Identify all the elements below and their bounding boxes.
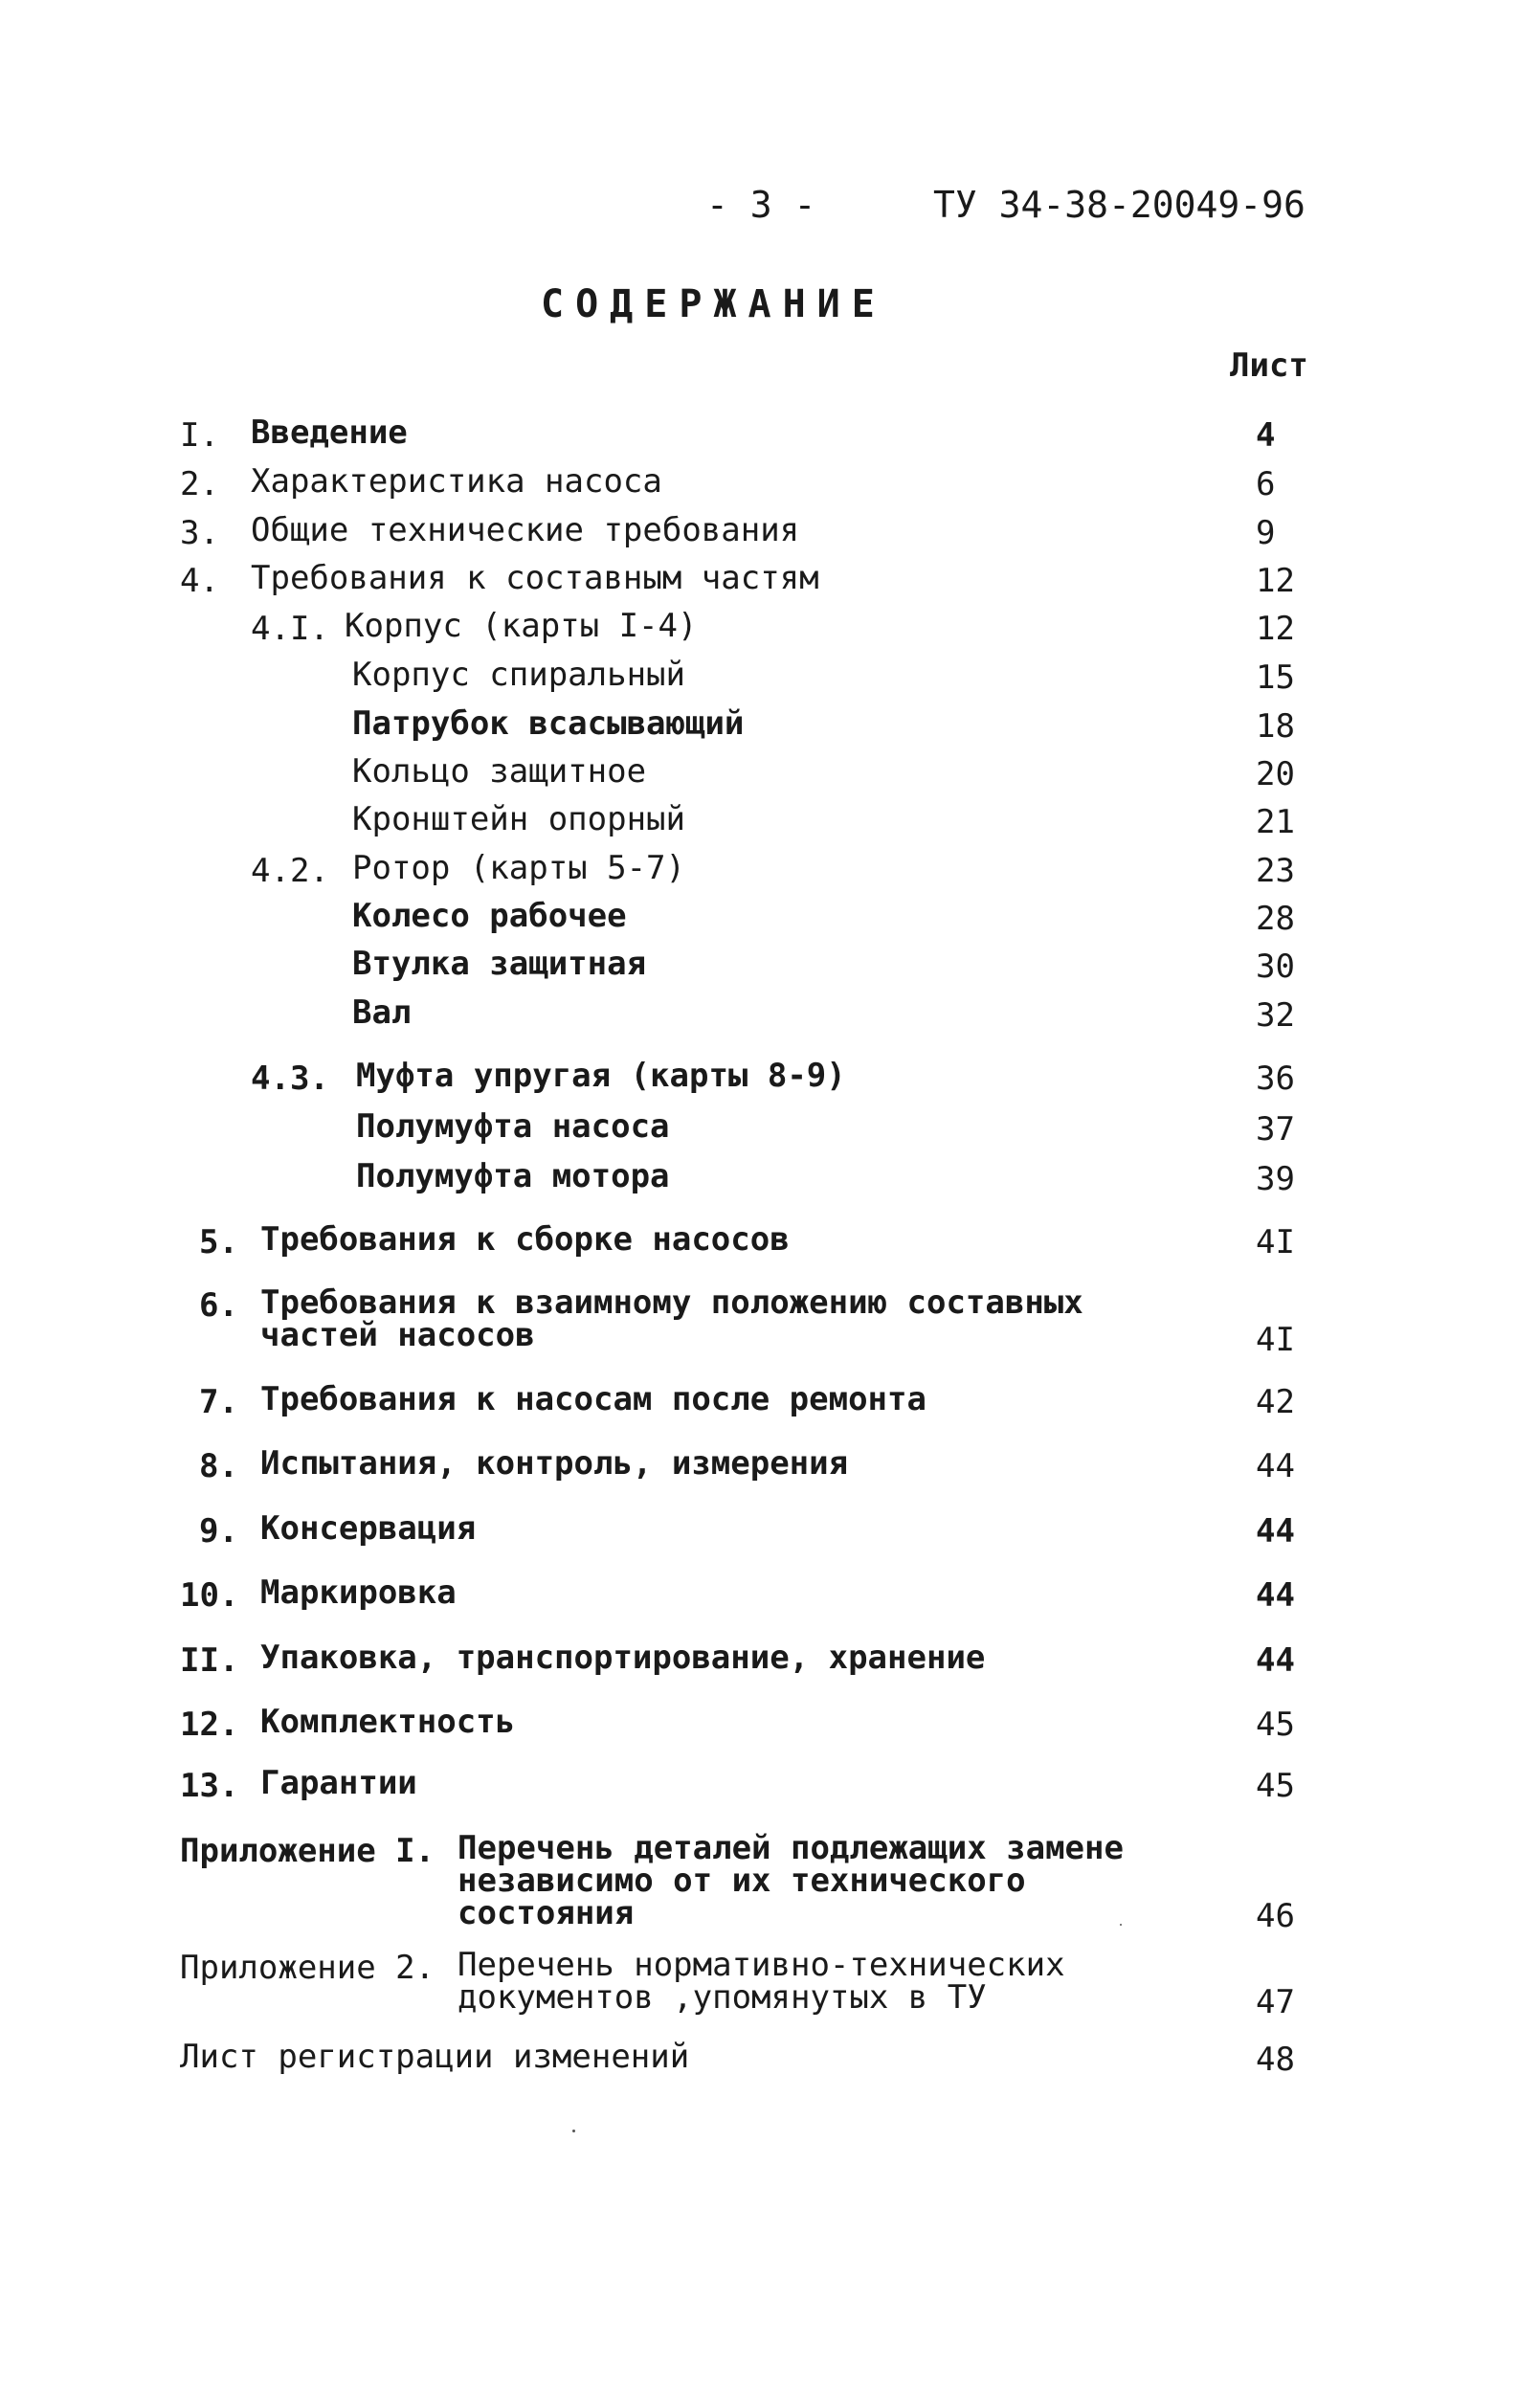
toc-entry-title: Гарантии (260, 1764, 417, 1802)
toc-entry-number: 5. (199, 1223, 238, 1261)
toc-entry-title: Колесо рабочее (352, 897, 627, 935)
toc-entry-number: 3. (180, 514, 219, 552)
toc-entry-page: 30 (1256, 948, 1295, 986)
toc-entry-page: 28 (1256, 900, 1295, 938)
toc-entry-page: 6 (1256, 465, 1276, 503)
toc-entry-title: Полумуфта насоса (356, 1107, 670, 1146)
toc-entry-page: 4I (1256, 1223, 1295, 1261)
toc-entry-page: 44 (1256, 1576, 1295, 1615)
toc-entry-page: 12 (1256, 562, 1295, 600)
toc-entry-page: 20 (1256, 755, 1295, 793)
toc-entry-number: 13. (180, 1767, 239, 1805)
document-code: ТУ 34-38-20049-96 (933, 184, 1306, 226)
toc-entry-title: Корпус спиральный (352, 656, 685, 694)
toc-entry-page: 23 (1256, 852, 1295, 890)
toc-entry-page: 4I (1256, 1321, 1295, 1359)
toc-entry-title: Полумуфта мотора (356, 1157, 670, 1195)
toc-entry-number: 2. (180, 465, 219, 503)
toc-entry-page: 37 (1256, 1110, 1295, 1149)
toc-entry-number: 8. (199, 1447, 238, 1485)
toc-entry-title: Требования к составным частям (251, 559, 819, 597)
toc-entry-title: Требования к сборке насосов (260, 1220, 790, 1259)
toc-entry-page: 12 (1256, 610, 1295, 648)
scan-speck (572, 2130, 575, 2132)
toc-entry-title: Кольцо защитное (352, 752, 647, 791)
toc-entry-number: II. (180, 1641, 239, 1680)
toc-entry-title: Лист регистрации изменений (180, 2038, 690, 2076)
toc-entry-page: 44 (1256, 1641, 1295, 1680)
toc-entry-title: Требования к взаимному положению составных частей насосов (260, 1283, 1083, 1354)
toc-entry-title: Консервация (260, 1509, 477, 1548)
toc-entry-title: Ротор (карты 5-7) (352, 849, 685, 887)
toc-entry-number: Приложение I. (180, 1832, 435, 1870)
toc-entry-title: Втулка защитная (352, 945, 647, 983)
toc-entry-page: 46 (1256, 1897, 1295, 1935)
toc-entry-page: 15 (1256, 658, 1295, 697)
toc-entry-page: 42 (1256, 1383, 1295, 1421)
toc-entry-number: 6. (199, 1286, 238, 1325)
sheet-column-header: Лист (1230, 346, 1308, 385)
toc-entry-number: 4.2. (251, 852, 329, 890)
toc-entry-number: 7. (199, 1383, 238, 1421)
toc-entry-title: Корпус (карты I-4) (345, 607, 698, 645)
toc-entry-title: Общие технические требования (251, 511, 800, 549)
toc-entry-page: 36 (1256, 1060, 1295, 1098)
toc-entry-number: I. (180, 416, 219, 455)
toc-entry-number: 10. (180, 1576, 239, 1615)
toc-entry-page: 48 (1256, 2041, 1295, 2079)
toc-entry-page: 45 (1256, 1706, 1295, 1744)
toc-entry-title: Характеристика насоса (251, 462, 662, 501)
toc-entry-title: Перечень нормативно-технических документов ,упомянутых в ТУ (458, 1946, 1065, 2017)
toc-entry-title: Упаковка, транспортирование, хранение (260, 1639, 986, 1677)
toc-entry-title: Вал (352, 993, 412, 1032)
toc-entry-page: 44 (1256, 1447, 1295, 1485)
page-number: - 3 - (706, 184, 816, 226)
toc-entry-title: Введение (251, 413, 408, 452)
toc-entry-number: 4.I. (251, 610, 329, 648)
toc-entry-page: 39 (1256, 1160, 1295, 1198)
scan-speck (1120, 1924, 1122, 1926)
toc-entry-title: Патрубок всасывающий (352, 704, 745, 743)
toc-entry-page: 45 (1256, 1767, 1295, 1805)
toc-entry-number: 4. (180, 562, 219, 600)
toc-entry-number: 4.3. (251, 1060, 329, 1098)
toc-entry-page: 44 (1256, 1512, 1295, 1550)
page-title: СОДЕРЖАНИЕ (541, 282, 886, 326)
toc-entry-title: Кронштейн опорный (352, 800, 685, 838)
toc-entry-title: Перечень деталей подлежащих замене независимо от их технического состояния (458, 1829, 1124, 1932)
toc-entry-title: Маркировка (260, 1573, 457, 1612)
toc-entry-page: 18 (1256, 707, 1295, 746)
toc-entry-title: Муфта упругая (карты 8-9) (356, 1057, 846, 1095)
toc-entry-page: 32 (1256, 996, 1295, 1035)
toc-entry-title: Требования к насосам после ремонта (260, 1380, 926, 1418)
toc-entry-number: 9. (199, 1512, 238, 1550)
toc-entry-page: 9 (1256, 514, 1276, 552)
toc-entry-title: Комплектность (260, 1703, 516, 1741)
toc-entry-number: Приложение 2. (180, 1949, 435, 1987)
toc-entry-title: Испытания, контроль, измерения (260, 1444, 849, 1483)
toc-entry-page: 4 (1256, 416, 1276, 455)
toc-entry-number: 12. (180, 1706, 239, 1744)
toc-entry-page: 21 (1256, 803, 1295, 841)
toc-entry-page: 47 (1256, 1983, 1295, 2021)
